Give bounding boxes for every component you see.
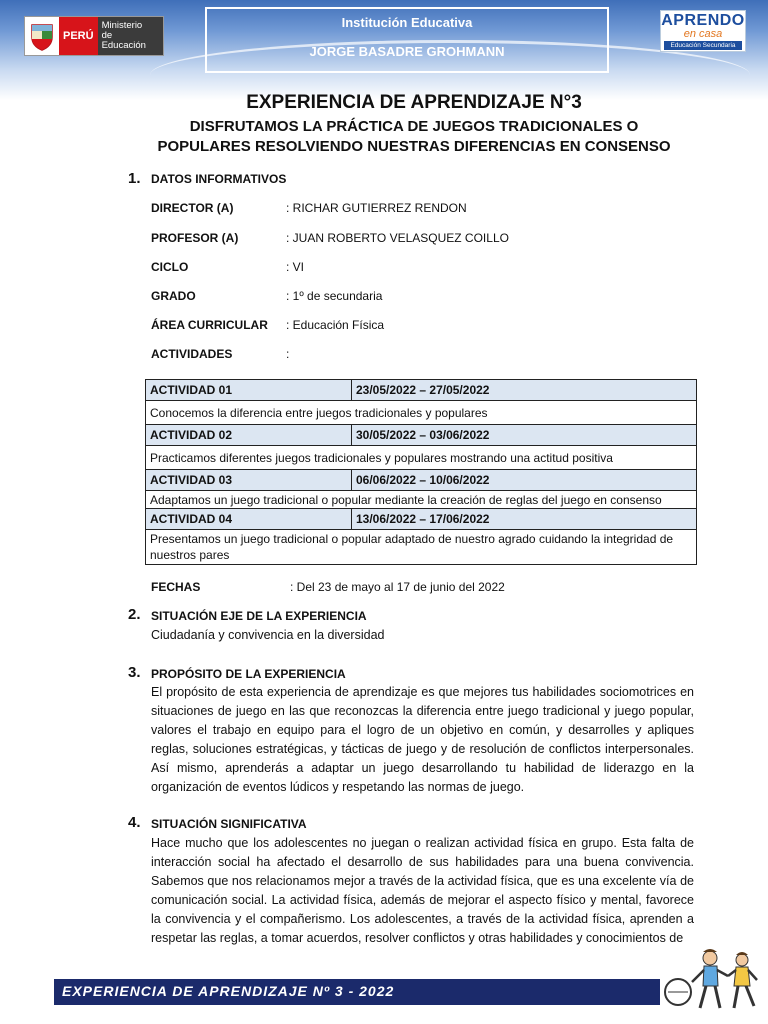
activity-dates: 23/05/2022 – 27/05/2022 bbox=[352, 380, 697, 401]
fechas-value: : Del 23 de mayo al 17 de junio del 2022 bbox=[290, 580, 505, 594]
section-2-number: 2. bbox=[128, 606, 141, 623]
section-4-number: 4. bbox=[128, 814, 141, 831]
section-1-title: DATOS INFORMATIVOS bbox=[151, 172, 287, 186]
area-value: : Educación Física bbox=[286, 318, 385, 332]
institution-label: Institución Educativa bbox=[341, 15, 473, 30]
activities-table bbox=[145, 379, 697, 565]
activity-description: Adaptamos un juego tradicional o popular mediante la creación de reglas del juego en consenso bbox=[146, 491, 697, 509]
ciclo-value: : VI bbox=[286, 260, 305, 274]
ciclo-label: CICLO bbox=[151, 260, 189, 274]
institution-name: JORGE BASADRE GROHMANN bbox=[309, 44, 505, 59]
table-row bbox=[146, 380, 697, 401]
table-row bbox=[146, 530, 697, 565]
section-3-title: PROPÓSITO DE LA EXPERIENCIA bbox=[151, 667, 346, 681]
section-2-title: SITUACIÓN EJE DE LA EXPERIENCIA bbox=[151, 609, 367, 623]
profesor-value: : JUAN ROBERTO VELASQUEZ COILLO bbox=[286, 231, 509, 245]
table-row bbox=[146, 425, 697, 446]
ministry-line-1: Ministerio bbox=[101, 20, 143, 31]
table-row bbox=[146, 470, 697, 491]
aprendo-en-casa-logo bbox=[660, 10, 746, 52]
section-1-number: 1. bbox=[128, 170, 141, 187]
activity-dates: 13/06/2022 – 17/06/2022 bbox=[352, 509, 697, 530]
director-value: : RICHAR GUTIERREZ RENDON bbox=[286, 201, 467, 215]
ministry-label bbox=[98, 17, 163, 55]
aprendo-text: APRENDO bbox=[661, 12, 745, 29]
children-playing-illustration bbox=[662, 946, 762, 1016]
educacion-secundaria-text: Educación Secundaria bbox=[664, 41, 742, 50]
table-row bbox=[146, 401, 697, 425]
activity-dates: 30/05/2022 – 03/06/2022 bbox=[352, 425, 697, 446]
section-4-title: SITUACIÓN SIGNIFICATIVA bbox=[151, 817, 307, 831]
activity-name: ACTIVIDAD 02 bbox=[146, 425, 352, 446]
proposito-text: El propósito de esta experiencia de aprendizaje es que mejores tus habilidades sociomotrices en situaciones de juego en las que reconozcas la diferencia entre juego tradicional y juego popular, valores el trabajo en equipo para el logro de un objetivo en común, y desarrolles y apliques reglas, soluciones estratégicas, y tácticas de juego y de resolución de conflictos interpersonales. Así mismo, aprenderás a adaptar un juego desarrollando tu habilidad de liderazgo en la organización de eventos lúdicos y respetando las normas de juego. bbox=[151, 685, 694, 794]
activity-name: ACTIVIDAD 04 bbox=[146, 509, 352, 530]
grado-label: GRADO bbox=[151, 289, 196, 303]
area-label: ÁREA CURRICULAR bbox=[151, 318, 268, 332]
subtitle-line-2: POPULARES RESOLVIENDO NUESTRAS DIFERENCIAS EN CONSENSO bbox=[157, 138, 671, 155]
institution-box bbox=[205, 7, 609, 73]
activity-name: ACTIVIDAD 01 bbox=[146, 380, 352, 401]
actividades-value: : bbox=[286, 347, 290, 361]
document-title: EXPERIENCIA DE APRENDIZAJE N°3 bbox=[246, 92, 582, 113]
activity-name: ACTIVIDAD 03 bbox=[146, 470, 352, 491]
activity-dates: 06/06/2022 – 10/06/2022 bbox=[352, 470, 697, 491]
situacion-significativa-text: Hace mucho que los adolescentes no juegan o realizan actividad física en grupo. Esta falta de interacción social ha afectado el desarrollo de sus habilidades para una buena convivencia. Sabemos que nos relacionamos mejor a través de la actividad física, que es una excelente vía de comunicación social. La actividad física, además de mejorar el aspecto físico y mental, favorece la convivencia y el compañerismo. Los adolescentes, a través de la actividad física, aprenden a respetar las reglas, a tomar acuerdos, resolver conflictos y otras habilidades y conocimientos de bbox=[151, 836, 694, 945]
situacion-eje-text: Ciudadanía y convivencia en la diversidad bbox=[151, 628, 385, 642]
subtitle-line-1: DISFRUTAMOS LA PRÁCTICA DE JUEGOS TRADICIONALES O bbox=[189, 118, 639, 135]
activity-description: Practicamos diferentes juegos tradicionales y populares mostrando una actitud positiva bbox=[146, 446, 697, 470]
ministry-line-2: de Educación bbox=[101, 30, 146, 51]
fechas-label: FECHAS bbox=[151, 580, 201, 594]
document-subtitle bbox=[0, 117, 768, 157]
actividades-label: ACTIVIDADES bbox=[151, 347, 233, 361]
page-header bbox=[0, 0, 768, 100]
table-row bbox=[146, 491, 697, 509]
page-footer: EXPERIENCIA DE APRENDIZAJE Nº 3 - 2022 bbox=[54, 979, 660, 1005]
minedu-logo bbox=[24, 16, 164, 56]
profesor-label: PROFESOR (A) bbox=[151, 231, 239, 245]
table-row bbox=[146, 509, 697, 530]
activity-description: Conocemos la diferencia entre juegos tradicionales y populares bbox=[146, 401, 697, 425]
peru-label: PERÚ bbox=[59, 17, 98, 55]
grado-value: : 1º de secundaria bbox=[286, 289, 383, 303]
coat-of-arms-icon bbox=[25, 18, 59, 54]
en-casa-text: en casa bbox=[683, 28, 723, 40]
table-row bbox=[146, 446, 697, 470]
section-3-number: 3. bbox=[128, 664, 141, 681]
director-label: DIRECTOR (A) bbox=[151, 201, 234, 215]
activity-description: Presentamos un juego tradicional o popular adaptado de nuestro agrado cuidando la integridad de nuestros pares bbox=[146, 530, 697, 565]
